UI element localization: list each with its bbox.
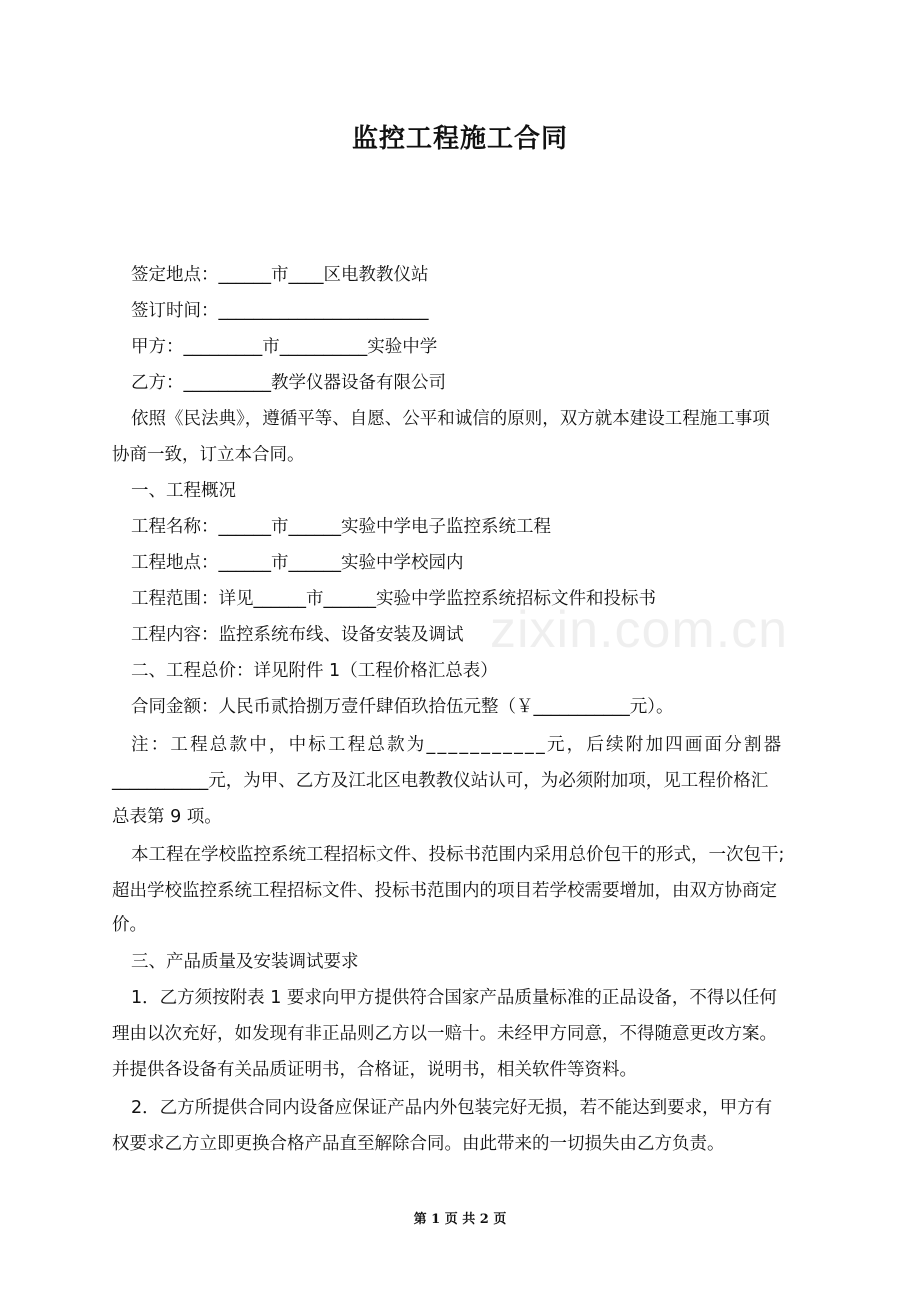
- note-line: 注：工程总款中，中标工程总款为___________元，后续附加四画面分割器: [131, 735, 784, 755]
- paragraph-line: 本工程在学校监控系统工程招标文件、投标书范围内采用总价包干的形式，一次包干;: [131, 845, 785, 865]
- project-content: 工程内容：监控系统布线、设备安装及调试: [131, 625, 464, 645]
- section-heading: 一、工程概况: [131, 481, 236, 501]
- section-heading: 三、产品质量及安装调试要求: [131, 952, 359, 972]
- note-line: 总表第 9 项。: [112, 807, 222, 827]
- signing-place: 签定地点：______市____区电教教仪站: [131, 265, 429, 285]
- paragraph-line: 超出学校监控系统工程招标文件、投标书范围内的项目若学校需要增加，由双方协商定: [112, 881, 777, 901]
- page-title: 监控工程施工合同: [351, 124, 568, 154]
- signing-time: 签订时间：________________________: [131, 301, 429, 321]
- section-heading: 二、工程总价：详见附件 1（工程价格汇总表）: [131, 661, 498, 681]
- project-scope: 工程范围：详见______市______实验中学监控系统招标文件和投标书: [131, 589, 656, 609]
- project-location: 工程地点：______市______实验中学校园内: [131, 553, 464, 573]
- project-name: 工程名称：______市______实验中学电子监控系统工程: [131, 517, 551, 537]
- paragraph-line: 价。: [112, 915, 147, 935]
- page-number-footer: 第 1 页 共 2 页: [413, 1212, 507, 1227]
- contract-amount: 合同金额：人民币贰拾捌万壹仟肆佰玖拾伍元整（￥___________元）。: [131, 697, 674, 717]
- party-b: 乙方：__________教学仪器设备有限公司: [131, 373, 446, 393]
- note-line: ___________元，为甲、乙方及江北区电教教仪站认可，为必须附加项，见工程价格汇: [112, 771, 769, 791]
- paragraph-line: 依照《民法典》，遵循平等、自愿、公平和诚信的原则，双方就本建设工程施工事项: [131, 409, 770, 429]
- clause-line: 理由以次充好，如发现有非正品则乙方以一赔十。未经甲方同意，不得随意更改方案。: [112, 1024, 777, 1044]
- clause-line: 1．乙方须按附表 1 要求向甲方提供符合国家产品质量标准的正品设备，不得以任何: [131, 988, 777, 1008]
- clause-line: 2．乙方所提供合同内设备应保证产品内外包装完好无损，若不能达到要求，甲方有: [131, 1098, 773, 1118]
- paragraph-line: 协商一致，订立本合同。: [112, 445, 305, 465]
- clause-line: 权要求乙方立即更换合格产品直至解除合同。由此带来的一切损失由乙方负责。: [112, 1134, 725, 1154]
- watermark: zixin.com.cn: [490, 601, 789, 659]
- clause-line: 并提供各设备有关品质证明书，合格证，说明书，相关软件等资料。: [112, 1060, 637, 1080]
- party-a: 甲方：_________市__________实验中学: [131, 337, 438, 357]
